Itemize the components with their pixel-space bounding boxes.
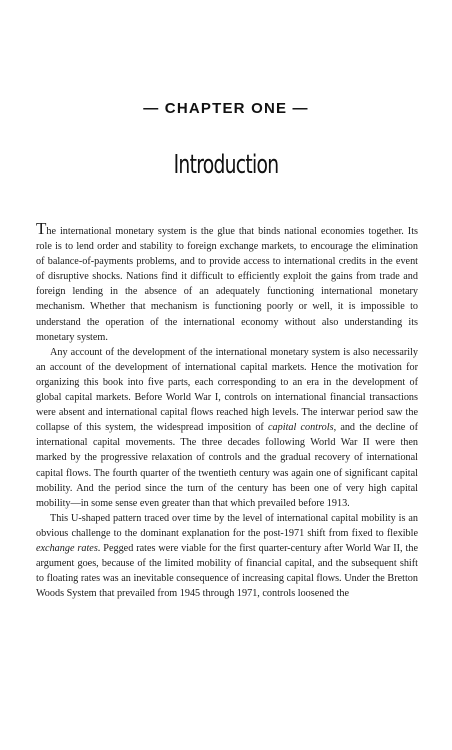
- paragraph-text: This U-shaped pattern traced over time by the level of international capital mobility is an obvious challenge to the dominant explanation for the post-1971 shift from fixed to flexible: [36, 512, 418, 539]
- paragraph-text: he international monetary system is the glue that binds national economies together. Its role is to lend order and stability to foreign exchange markets, to encourage the elimination of balance-of-payments problems, and to provide access to international credits in the event of disruptive shocks. Nations find it difficult to efficiently exploit the gains from trade and foreign lending in the absence of an adequately functioning international monetary mechanism. Whether that mechanism is functioning poorly or well, it is impossible to understand the operation of the international economy without also understanding its monetary system.: [36, 226, 418, 343]
- paragraph-text: Any account of the development of the international monetary system is also necessarily an account of the development of international capital markets. Hence the motivation for organizing this book into five parts, each corresponding to an era in the development of global capital markets. Before World War I, controls on international financial transactions were absent and international capital flows reached high levels. The interwar period saw the collapse of this system, the widespread imposition of: [36, 346, 418, 434]
- drop-cap: T: [36, 219, 47, 238]
- body-text: [36, 219, 419, 601]
- paragraph-3: [36, 511, 418, 602]
- emphasis-term: exchange rates: [36, 542, 98, 554]
- chapter-label: — CHAPTER ONE —: [143, 100, 309, 117]
- paragraph-text: , and the decline of international capital movements. The three decades following World War II were then marked by the progressive relaxation of controls and the gradual recovery of international capital flows. The fourth quarter of the twentieth century was again one of significant capital mobility. And the period since the turn of the century has been one of very high capital mobility—in some sense even greater than that which prevailed before 1913.: [36, 422, 419, 509]
- paragraph-2: [36, 345, 418, 511]
- paragraph-1: [36, 219, 418, 345]
- chapter-title: Introduction: [173, 150, 279, 180]
- emphasis-term: capital controls: [268, 422, 334, 434]
- paragraph-text: . Pegged rates were viable for the first quarter-century after World War II, the argument goes, because of the limited mobility of financial capital, and the subsequent shift to floating rates was an inevitable consequence of increasing capital flows. Under the Bretton Woods System that prevailed from 1945 through 1971, controls loosened the: [36, 542, 418, 600]
